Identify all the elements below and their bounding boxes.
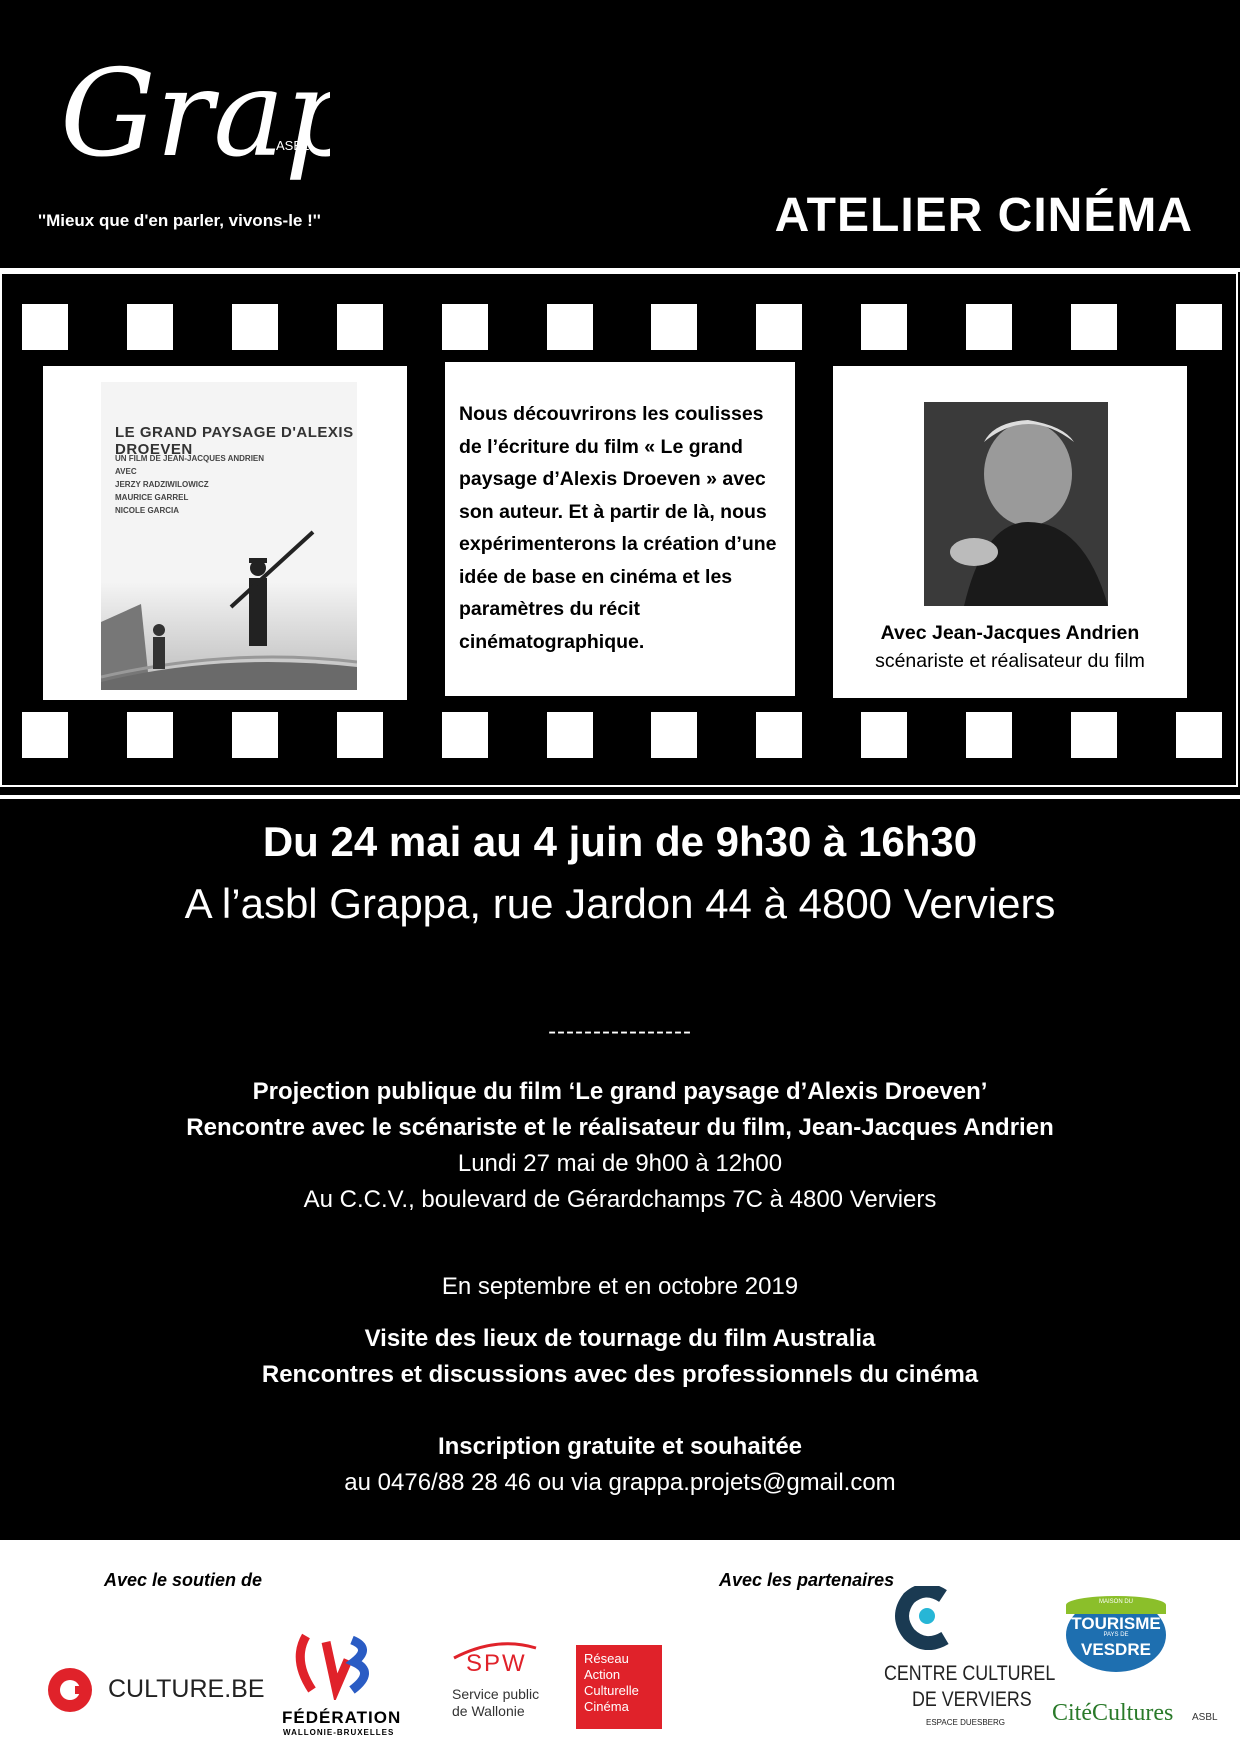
culture-be-logo: CULTURE.BE [108, 1675, 265, 1703]
film-hole [651, 712, 697, 758]
author-photo [924, 402, 1108, 606]
tourisme-logo [1066, 1598, 1166, 1672]
film-hole [1176, 304, 1222, 350]
tourisme-small: PAYS DE [1103, 1632, 1129, 1638]
culture-be-icon [48, 1668, 92, 1712]
film-holes-bottom [22, 712, 1222, 758]
page-title: ATELIER CINÉMA [774, 189, 1193, 242]
tourisme-top: MAISON DU [1098, 1599, 1133, 1605]
film-hole [337, 712, 383, 758]
film-hole [232, 712, 278, 758]
spw-sub2: de Wallonie [452, 1703, 525, 1719]
support-label: Avec le soutien de [104, 1570, 263, 1590]
citecultures-logo: CitéCultures [1052, 1700, 1174, 1726]
author-role: scénariste et réalisateur du film [875, 650, 1145, 672]
poster-credit: NICOLE GARCIA [115, 506, 179, 515]
ccv-icon [895, 1586, 955, 1650]
film-hole [22, 712, 68, 758]
film-hole [547, 712, 593, 758]
footer [0, 1540, 1240, 1754]
autumn-meetings: Rencontres et discussions avec des professionnels du cinéma [261, 1361, 979, 1388]
author-name: Avec Jean-Jacques Andrien [880, 622, 1140, 644]
racc-logo [576, 1645, 662, 1729]
spw-sub1: Service public [452, 1686, 540, 1702]
bottom-rule [0, 795, 1240, 799]
film-hole [1071, 712, 1117, 758]
author-portrait [924, 402, 1108, 606]
grappa-logo [50, 45, 330, 210]
federation-sub: WALLONIE-BRUXELLES [283, 1728, 395, 1737]
racc-line: Réseau [584, 1651, 629, 1666]
film-hole [1176, 712, 1222, 758]
poster-credit: JERZY RADZIWILOWICZ [115, 480, 209, 489]
description-text: Nous découvrirons les coulisses de l’écriture du film « Le grand paysage d’Alexis Droeven » avec son auteur. Et à partir de là, nous expérimenterons la création d’une idée de base en cinéma et les paramètres du récit cinématographique. [459, 403, 777, 653]
registration-title: Inscription gratuite et souhaitée [437, 1433, 803, 1460]
film-hole [966, 304, 1012, 350]
film-hole [756, 712, 802, 758]
poster-credit: MAURICE GARREL [115, 493, 189, 502]
autumn-period: En septembre et en octobre 2019 [441, 1273, 799, 1300]
poster-title: LE GRAND PAYSAGE D'ALEXIS DROEVEN [115, 424, 354, 458]
poster-image [101, 382, 357, 690]
federation-wb-icon [292, 1630, 374, 1700]
author-panel [833, 366, 1187, 698]
racc-line: Cinéma [584, 1699, 629, 1714]
federation-logo: FÉDÉRATION [282, 1708, 402, 1727]
event-place: A l’asbl Grappa, rue Jardon 44 à 4800 Verviers [184, 880, 1056, 927]
description-panel [445, 362, 795, 696]
racc-line: Action [584, 1667, 621, 1682]
film-hole [127, 304, 173, 350]
poster-credit: AVEC [115, 467, 137, 476]
registration-contact: au 0476/88 28 46 ou via grappa.projets@gmail.com [344, 1469, 896, 1496]
film-hole [1071, 304, 1117, 350]
separator: ---------------- [548, 1018, 692, 1045]
citecultures-suffix: ASBL [1192, 1712, 1218, 1723]
film-hole [442, 712, 488, 758]
film-hole [232, 304, 278, 350]
film-hole [442, 304, 488, 350]
poster-illustration [101, 382, 357, 690]
projection-meeting: Rencontre avec le scénariste et le réalisateur du film, Jean-Jacques Andrien [186, 1114, 1054, 1141]
poster-credit: UN FILM DE JEAN-JACQUES ANDRIEN [115, 454, 265, 463]
film-hole [756, 304, 802, 350]
projection-title: Projection publique du film ‘Le grand paysage d’Alexis Droeven’ [252, 1078, 988, 1105]
tagline: ''Mieux que d'en parler, vivons-le !'' [38, 211, 321, 230]
film-hole [861, 712, 907, 758]
projection-place: Au C.C.V., boulevard de Gérardchamps 7C à 4800 Verviers [303, 1186, 937, 1213]
ccv-logo-line3: ESPACE DUESBERG [926, 1718, 1005, 1727]
film-hole [547, 304, 593, 350]
film-hole [651, 304, 697, 350]
film-hole [966, 712, 1012, 758]
autumn-visit: Visite des lieux de tournage du film Australia [364, 1325, 876, 1352]
film-hole [22, 304, 68, 350]
ccv-logo-line2: DE VERVIERS [912, 1688, 1032, 1711]
tourisme-line2: VESDRE [1081, 1640, 1151, 1659]
partners-label: Avec les partenaires [719, 1570, 895, 1590]
logo-text: Gra [60, 45, 285, 184]
film-hole [861, 304, 907, 350]
logo-asbl: ASBL [276, 138, 310, 153]
film-hole [337, 304, 383, 350]
ccv-logo: CENTRE CULTUREL [884, 1662, 1056, 1685]
projection-time: Lundi 27 mai de 9h00 à 12h00 [457, 1150, 783, 1177]
film-poster [43, 366, 407, 700]
tourisme-line1: TOURISME [1071, 1614, 1161, 1633]
spw-logo: SPW [466, 1650, 527, 1677]
film-holes-top [22, 304, 1222, 350]
racc-line: Culturelle [584, 1683, 639, 1698]
event-dates: Du 24 mai au 4 juin de 9h30 à 16h30 [262, 818, 978, 865]
film-hole [127, 712, 173, 758]
